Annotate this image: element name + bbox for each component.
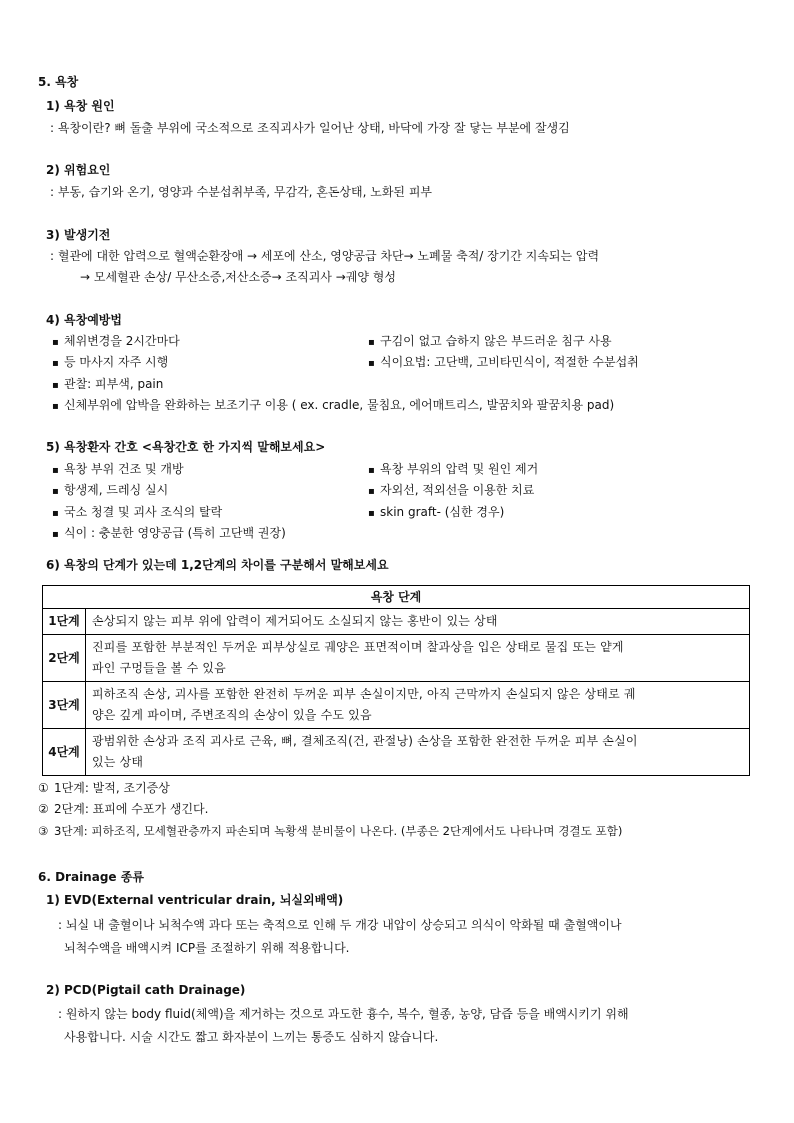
prevention-heading: 4) 욕창예방법 [46, 313, 122, 327]
note-marker: ③ [38, 824, 49, 838]
stage-description-line: 진피를 포함한 부분적인 두꺼운 피부상실로 궤양은 표면적이며 찰과상을 입은 상태로 물집 또는 얕게 [92, 640, 624, 654]
note-text: 3단계: 피하조직, 모세혈관층까지 파손되며 녹황색 분비물이 나온다. (부종은 2단계에서도 나타나며 경결도 포함) [54, 824, 623, 838]
prevention-item: ▪ 구김이 없고 습하지 않은 부드러운 침구 사용 [368, 333, 612, 351]
stage-description [86, 729, 750, 776]
stage-description-line: 파인 구멍들을 볼 수 있음 [92, 661, 226, 675]
pcd-heading: 2) PCD(Pigtail cath Drainage) [46, 983, 246, 997]
mechanism-heading: 3) 발생기전 [46, 228, 111, 242]
prevention-item: ▪ 등 마사지 자주 시행 [52, 354, 168, 372]
stage-label: 2단계 [43, 635, 86, 682]
evd-line-1: : 뇌실 내 출혈이나 뇌척수액 과다 또는 축적으로 인해 두 개강 내압이 상승되고 의식이 악화될 때 출혈액이나 [58, 918, 622, 932]
table-row [43, 682, 750, 729]
table-header-row [43, 586, 750, 609]
stage-note [38, 801, 208, 817]
table-title: 욕창 단계 [43, 586, 750, 609]
stage-description-line: 있는 상태 [92, 755, 144, 769]
mechanism-line-1: : 혈관에 대한 압력으로 혈액순환장애 → 세포에 산소, 영양공급 차단→ 노폐물 축적/ 장기간 지속되는 압력 [50, 249, 600, 263]
risk-heading: 2) 위험요인 [46, 163, 111, 177]
stage-description-line: 양은 깊게 파이며, 주변조직의 손상이 있을 수도 있음 [92, 708, 372, 722]
care-heading: 5) 욕창환자 간호 <욕창간호 한 가지씩 말해보세요> [46, 440, 326, 454]
note-text: 2단계: 표피에 수포가 생긴다. [54, 802, 209, 816]
stage-note [38, 780, 170, 796]
stage-note [38, 823, 622, 839]
care-item: ▪ 국소 청결 및 괴사 조식의 탈락 [52, 504, 222, 522]
prevention-item: ▪ 식이요법: 고단백, 고비타민식이, 적절한 수분섭취 [368, 354, 639, 372]
care-item: ▪ 욕창 부위 건조 및 개방 [52, 461, 184, 479]
stages-heading: 6) 욕창의 단계가 있는데 1,2단계의 차이를 구분해서 말해보세요 [46, 558, 389, 572]
evd-line-2: 뇌척수액을 배액시켜 ICP를 조절하기 위해 적용합니다. [64, 941, 350, 955]
care-item: ▪ 항생제, 드레싱 실시 [52, 482, 168, 500]
risk-text: : 부동, 습기와 온기, 영양과 수분섭취부족, 무감각, 혼돈상태, 노화된 피부 [50, 185, 433, 199]
table-row [43, 635, 750, 682]
stage-description-line: 피하조직 손상, 괴사를 포함한 완전히 두꺼운 피부 손실이지만, 아직 근막까지 손실되지 않은 상태로 궤 [92, 687, 636, 701]
note-marker: ① [38, 781, 49, 795]
stage-label: 1단계 [43, 609, 86, 635]
stage-label: 4단계 [43, 729, 86, 776]
stage-description-line: 광범위한 손상과 조직 괴사로 근육, 뼈, 결체조직(건, 관절낭) 손상을 포함한 완전한 두꺼운 피부 손실이 [92, 734, 638, 748]
mechanism-line-2: → 모세혈관 손상/ 무산소증,저산소증→ 조직괴사 →궤양 형성 [80, 270, 396, 284]
note-marker: ② [38, 802, 49, 816]
cause-text: : 욕창이란? 뼈 돌출 부위에 국소적으로 조직괴사가 일어난 상태, 바닥에 가장 잘 닿는 부분에 잘생김 [50, 121, 570, 135]
table-row [43, 729, 750, 776]
stage-description-line: 손상되지 않는 피부 위에 압력이 제거되어도 소실되지 않는 홍반이 있는 상태 [92, 614, 498, 628]
section-5-title: 5. 욕창 [38, 75, 79, 89]
care-item: ▪ 식이 : 충분한 영양공급 (특히 고단백 권장) [52, 525, 286, 543]
note-text: 1단계: 발적, 조기증상 [54, 781, 170, 795]
evd-heading: 1) EVD(External ventricular drain, 뇌실외배액) [46, 893, 344, 907]
pcd-line-1: : 원하지 않는 body fluid(체액)을 제거하는 것으로 과도한 흉수, 복수, 혈종, 농양, 담즙 등을 배액시키기 위해 [58, 1007, 629, 1021]
cause-heading: 1) 욕창 원인 [46, 99, 115, 113]
table-row [43, 609, 750, 635]
stage-description [86, 682, 750, 729]
care-item: ▪ 욕창 부위의 압력 및 원인 제거 [368, 461, 538, 479]
stage-description [86, 635, 750, 682]
care-item: ▪ 자외선, 적외선을 이용한 치료 [368, 482, 534, 500]
stages-table [42, 585, 750, 776]
pcd-line-2: 사용합니다. 시술 시간도 짧고 화자분이 느끼는 통증도 심하지 않습니다. [64, 1030, 439, 1044]
prevention-item: ▪ 관찰: 피부색, pain [52, 376, 163, 394]
prevention-item: ▪ 신체부위에 압박을 완화하는 보조기구 이용 ( ex. cradle, 물침요, 에어매트리스, 발꿈치와 팔꿈치용 pad) [52, 397, 614, 415]
care-item: ▪ skin graft- (심한 경우) [368, 504, 504, 522]
section-6-title: 6. Drainage 종류 [38, 870, 144, 884]
stage-label: 3단계 [43, 682, 86, 729]
prevention-item: ▪ 체위변경을 2시간마다 [52, 333, 180, 351]
stage-description [86, 609, 750, 635]
